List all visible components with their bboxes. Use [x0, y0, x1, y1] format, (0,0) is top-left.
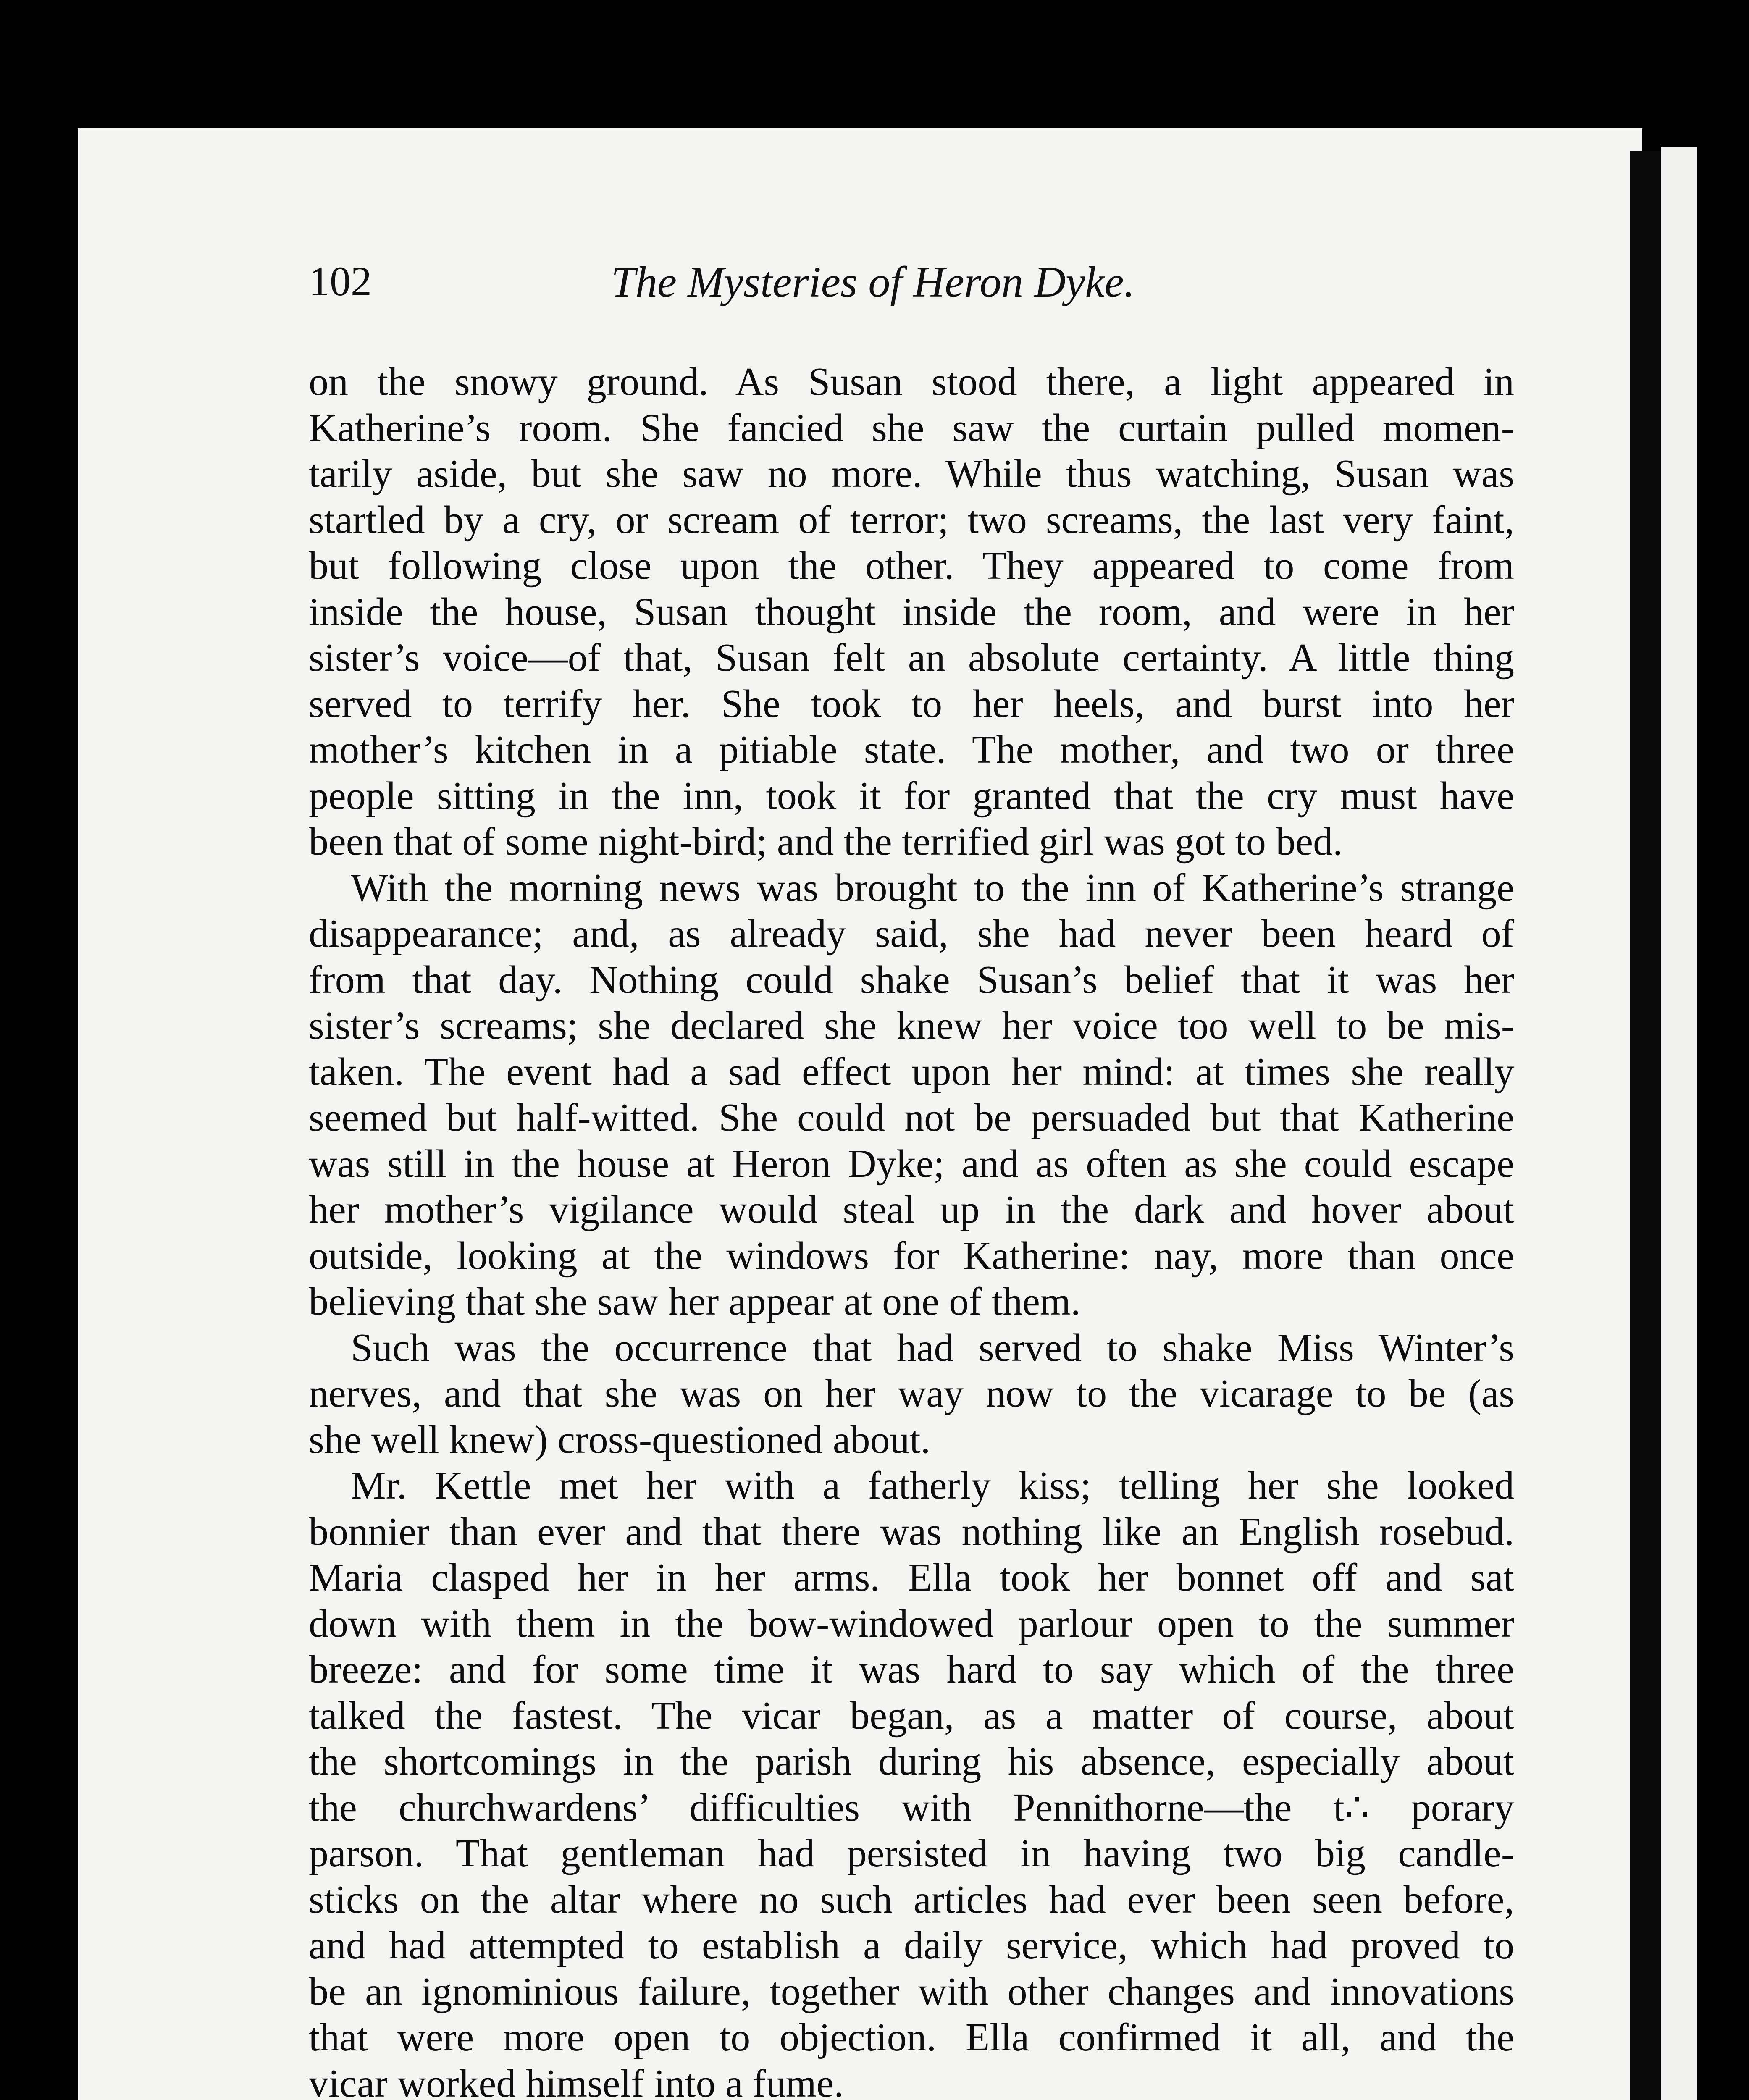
- text-line: served to terrify her. She took to her heels, and burst into her: [309, 682, 1514, 726]
- text-line: bonnier than ever and that there was nothing like an English rosebud.: [309, 1509, 1514, 1554]
- text-line: breeze: and for some time it was hard to say which of the three: [309, 1648, 1514, 1691]
- text-line: mother’s kitchen in a pitiable state. The mother, and two or three: [309, 728, 1514, 772]
- text-line: nerves, and that she was on her way now to the vicarage to be (as: [309, 1372, 1514, 1415]
- text-line: and had attempted to establish a daily service, which had proved to: [309, 1924, 1514, 1967]
- text-line: was still in the house at Heron Dyke; and as often as she could escape: [309, 1142, 1514, 1186]
- text-line: her mother’s vigilance would steal up in the dark and hover about: [309, 1188, 1514, 1231]
- text-line: been that of some night-bird; and the terrified girl was got to bed.: [309, 820, 1343, 864]
- text-line: vicar worked himself into a fume.: [309, 2061, 844, 2100]
- text-line: Mr. Kettle met her with a fatherly kiss; telling her she looked: [351, 1464, 1514, 1507]
- text-line: on the snowy ground. As Susan stood there, a light appeared in: [309, 360, 1514, 404]
- text-line: Such was the occurrence that had served to shake Miss Winter’s: [351, 1326, 1514, 1370]
- text-line: sister’s voice—of that, Susan felt an absolute certainty. A little thing: [309, 636, 1514, 680]
- text-line: but following close upon the other. They appeared to come from: [309, 544, 1514, 588]
- text-line: With the morning news was brought to the inn of Katherine’s strange: [351, 866, 1514, 910]
- text-line: be an ignominious failure, together with other changes and innovations: [309, 1969, 1514, 2013]
- text-line: parson. That gentleman had persisted in having two big candle-: [309, 1832, 1514, 1875]
- text-line: the shortcomings in the parish during his absence, especially about: [309, 1740, 1514, 1783]
- text-line: the churchwardens’ difficulties with Pennithorne—the t∴ porary: [309, 1785, 1514, 1830]
- page-header: [309, 257, 1514, 333]
- text-line: Maria clasped her in her arms. Ella took her bonnet off and sat: [309, 1556, 1514, 1599]
- page-gutter-shadow: [1630, 151, 1663, 2100]
- text-line: she well knew) cross-questioned about.: [309, 1418, 931, 1462]
- page-number: 102: [309, 258, 372, 304]
- body-text: [309, 359, 1514, 2100]
- text-line: outside, looking at the windows for Katherine: nay, more than once: [309, 1234, 1514, 1278]
- text-line: startled by a cry, or scream of terror; two screams, the last very faint,: [309, 498, 1514, 542]
- text-line: people sitting in the inn, took it for granted that the cry must have: [309, 774, 1514, 818]
- text-line: disappearance; and, as already said, she had never been heard of: [309, 912, 1514, 956]
- text-line: believing that she saw her appear at one of them.: [309, 1280, 1081, 1323]
- text-line: tarily aside, but she saw no more. While thus watching, Susan was: [309, 452, 1514, 496]
- text-line: down with them in the bow-windowed parlour open to the summer: [309, 1601, 1514, 1646]
- text-line: Katherine’s room. She fancied she saw the curtain pulled momen-: [309, 406, 1514, 450]
- text-line: seemed but half-witted. She could not be persuaded but that Katherine: [309, 1096, 1514, 1139]
- text-line: inside the house, Susan thought inside the room, and were in her: [309, 590, 1514, 634]
- running-title: The Mysteries of Heron Dyke.: [611, 258, 1135, 306]
- text-line: sticks on the altar where no such articles had ever been seen before,: [309, 1877, 1514, 1922]
- text-line: from that day. Nothing could shake Susan’s belief that it was her: [309, 958, 1514, 1002]
- text-line: talked the fastest. The vicar began, as a matter of course, about: [309, 1693, 1514, 1738]
- text-line: sister’s screams; she declared she knew her voice too well to be mis-: [309, 1004, 1514, 1047]
- text-line: taken. The event had a sad effect upon her mind: at times she really: [309, 1050, 1514, 1094]
- next-page-edge: [1661, 147, 1697, 2100]
- text-line: that were more open to objection. Ella confirmed it all, and the: [309, 2016, 1514, 2059]
